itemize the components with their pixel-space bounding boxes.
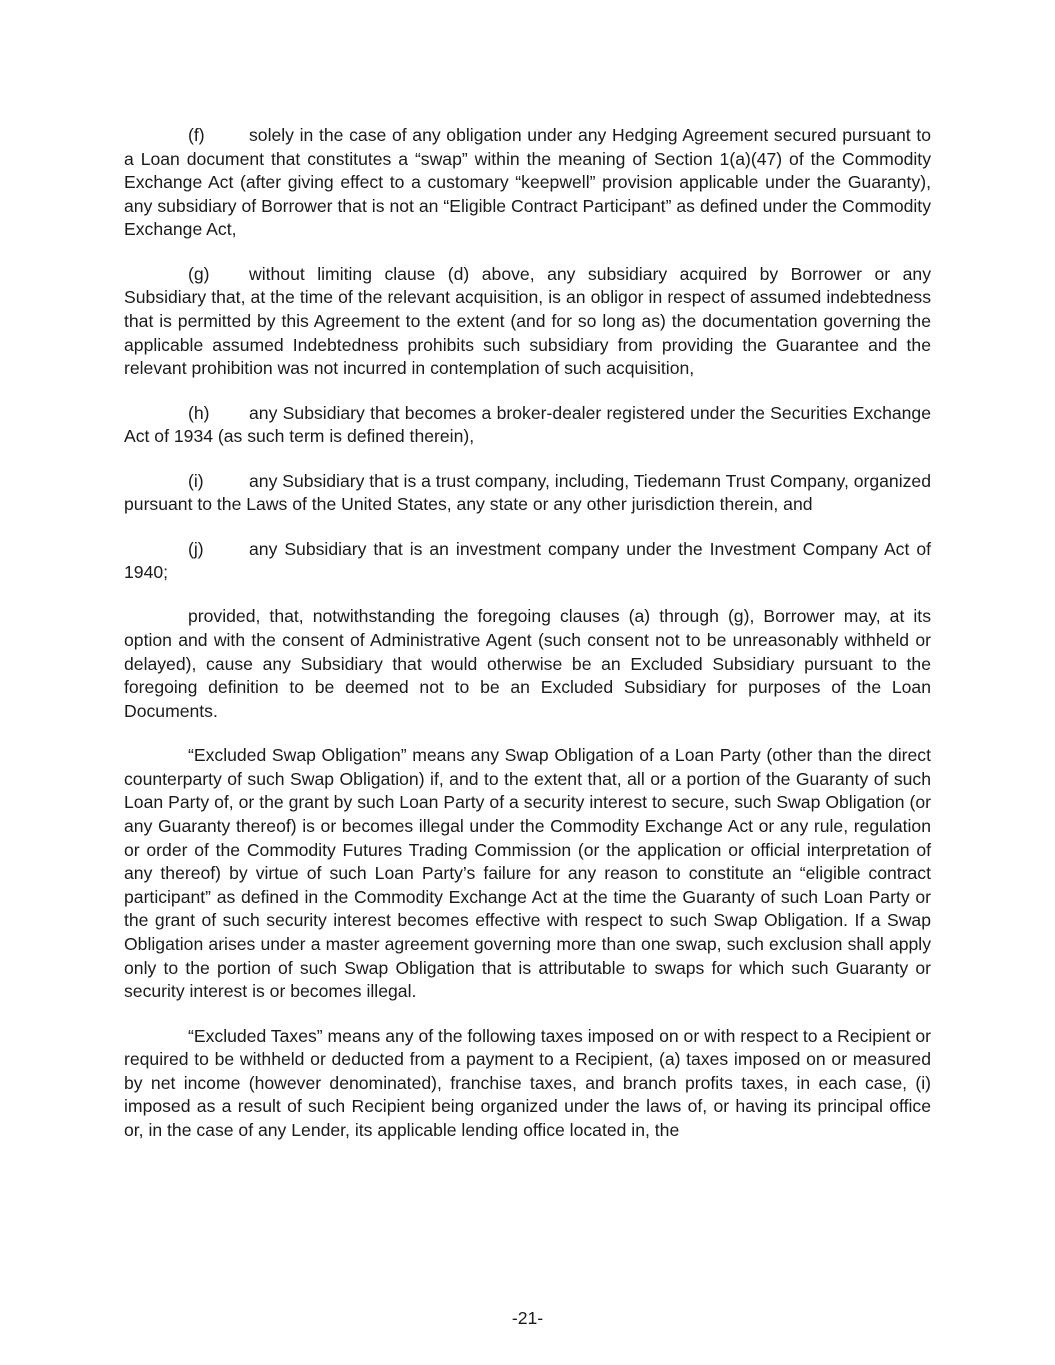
clause-text: any Subsidiary that becomes a broker-dealer registered under the Securities Exchange Act of 1934 (as such term is defined therein), [124, 402, 931, 447]
page-number: -21- [511, 1308, 544, 1328]
clause-j [124, 538, 931, 585]
definition-excluded-swap-obligation [124, 744, 931, 1004]
clause-f [124, 124, 931, 242]
clause-label: (h) [188, 402, 210, 423]
clause-text: without limiting clause (d) above, any subsidiary acquired by Borrower or any Subsidiary that, at the time of the relevant acquisition, is an obligor in respect of assumed indebtedness that is permitted by this Agreement to the extent (and for so long as) the documentation governing the applicable assumed Indebtedness prohibits such subsidiary from providing the Guarantee and the relevant prohibition was not incurred in contemplation of such acquisition, [124, 263, 931, 379]
definition-text: “Excluded Swap Obligation” means any Swap Obligation of a Loan Party (other than the direct counterparty of such Swap Obligation) if, and to the extent that, all or a portion of the Guaranty of such Loan Party of, or the grant by such Loan Party of a security interest to secure, such Swap Obligation (or any Guaranty thereof) is or becomes illegal under the Commodity Exchange Act or any rule, regulation or order of the Commodity Futures Trading Commission (or the application or official interpretation of any thereof) by virtue of such Loan Party’s failure for any reason to constitute an “eligible contract participant” as defined in the Commodity Exchange Act at the time the Guaranty of such Loan Party or the grant of such security interest becomes effective with respect to such Swap Obligation. If a Swap Obligation arises under a master agreement governing more than one swap, such exclusion shall apply only to the portion of such Swap Obligation that is attributable to swaps for which such Guaranty or security interest is or becomes illegal. [124, 745, 931, 1002]
clause-g [124, 263, 931, 381]
clause-i [124, 470, 931, 517]
page-body [124, 124, 931, 1163]
clause-label: (g) [188, 263, 210, 284]
clause-text: any Subsidiary that is a trust company, including, Tiedemann Trust Company, organized pursuant to the Laws of the United States, any state or any other jurisdiction therein, and [124, 470, 931, 515]
clause-h [124, 402, 931, 449]
definition-text: “Excluded Taxes” means any of the following taxes imposed on or with respect to a Recipient or required to be withheld or deducted from a payment to a Recipient, (a) taxes imposed on or measured by net income (however denominated), franchise taxes, and branch profits taxes, in each case, (i) imposed as a result of such Recipient being organized under the laws of, or having its principal office or, in the case of any Lender, its applicable lending office located in, the [124, 1025, 931, 1140]
proviso-text: provided, that, notwithstanding the foregoing clauses (a) through (g), Borrower may, at its option and with the consent of Administrative Agent (such consent not to be unreasonably withheld or delayed), cause any Subsidiary that would otherwise be an Excluded Subsidiary pursuant to the foregoing definition to be deemed not to be an Excluded Subsidiary for purposes of the Loan Documents. [124, 606, 931, 721]
definition-excluded-taxes [124, 1025, 931, 1143]
clause-text: solely in the case of any obligation under any Hedging Agreement secured pursuant to a Loan document that constitutes a “swap” within the meaning of Section 1(a)(47) of the Commodity Exchange Act (after giving effect to a customary “keepwell” provision applicable under the Guaranty), any subsidiary of Borrower that is not an “Eligible Contract Participant” as defined under the Commodity Exchange Act, [124, 125, 931, 240]
clause-label: (i) [188, 470, 204, 491]
proviso-paragraph [124, 605, 931, 723]
clause-label: (j) [188, 538, 204, 559]
clause-text: any Subsidiary that is an investment company under the Investment Company Act of 1940; [124, 538, 931, 583]
clause-label: (f) [188, 125, 205, 145]
